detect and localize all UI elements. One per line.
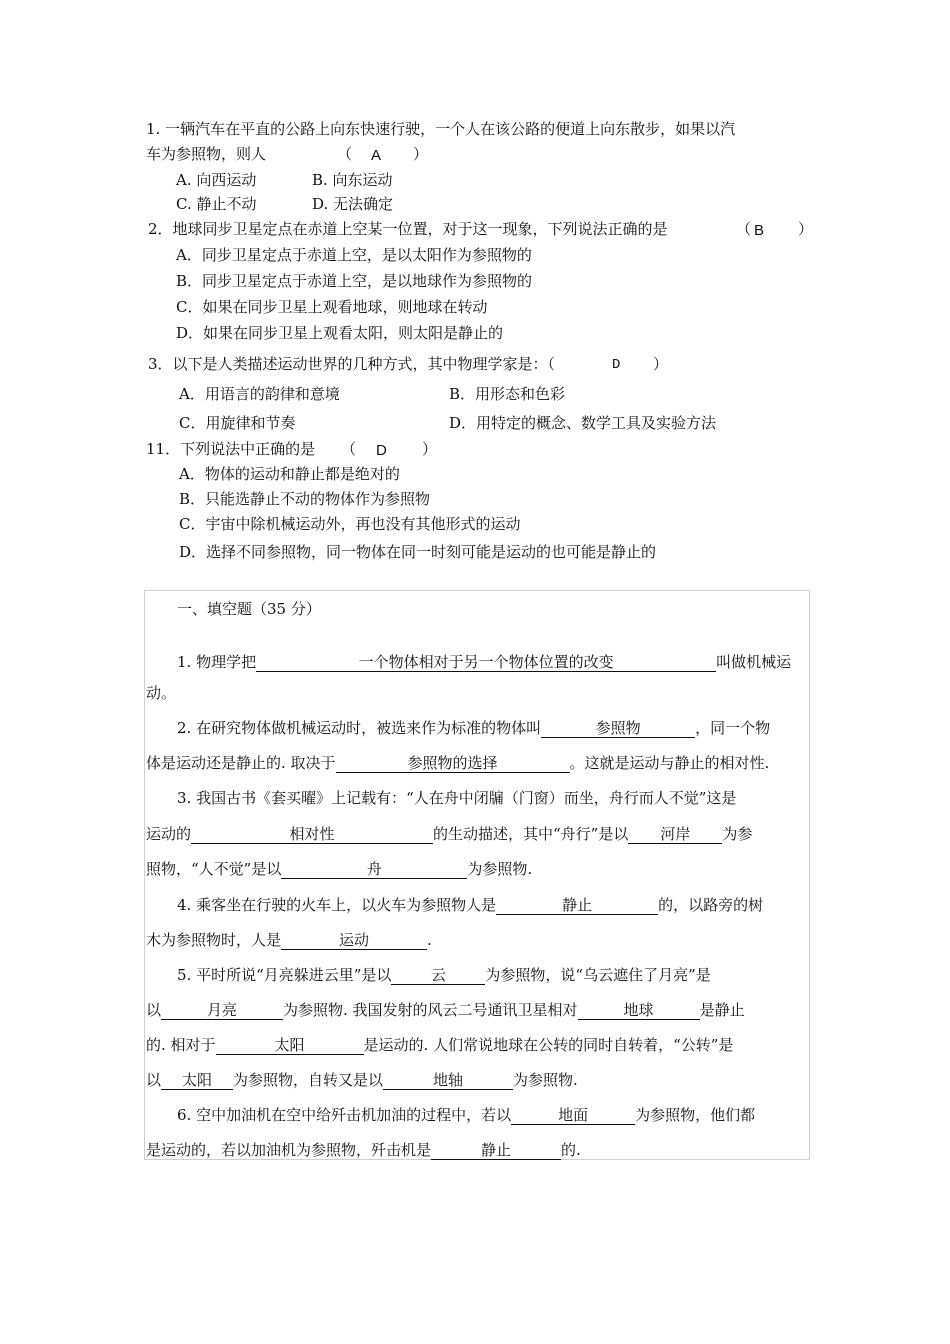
q2-answer: B — [754, 222, 765, 239]
q1-line2 — [146, 147, 266, 162]
fill-4-post: 的，以路旁的树 — [658, 896, 764, 914]
q1-line2-text: 车为参照物，则人 — [146, 145, 267, 163]
q2-option-c: C．如果在同步卫星上观看地球，则地球在转动 — [176, 298, 488, 316]
fill-item-3-line1: 3. 我国古书《套买曜》上记载有：“人在舟中闭牖（门窗）而坐，舟行而人不觉”这是 — [177, 789, 737, 807]
fill-5-blank4: 太阳 — [216, 1037, 364, 1055]
fill-5-blank1: 云 — [391, 967, 485, 985]
fill-5-blank5: 太阳 — [161, 1072, 233, 1090]
fill-3-line2-post: 为参 — [722, 825, 753, 843]
fill-5-line4-mid: 为参照物，自转又是以 — [233, 1071, 384, 1089]
fill-2-blank2: 参照物的选择 — [336, 755, 570, 773]
fill-1-blank: 一个物体相对于另一个物体位置的改变 — [256, 654, 716, 672]
fill-5-pre: 5. 平时所说“月亮躲进云里”是以 — [177, 966, 392, 984]
q3-option-d: D．用特定的概念、数学工具及实验方法 — [449, 414, 717, 432]
fill-6-line2-post: 的. — [561, 1141, 581, 1159]
q11-answer-open: （ — [341, 440, 357, 458]
fill-1-post: 叫做机械运 — [716, 653, 792, 671]
q3-stem: 3．以下是人类描述运动世界的几种方式，其中物理学家是：（ — [148, 355, 556, 373]
fill-3-line3-pre: 照物，“人不觉”是以 — [146, 860, 282, 878]
q3-answer-close: ） — [653, 355, 669, 373]
q1-line1: 1. 一辆汽车在平直的公路上向东快速行驶，一个人在该公路的便道上向东散步，如果以汽 — [146, 120, 736, 138]
q1-answer: A — [371, 147, 382, 164]
fill-3-line2-pre: 运动的 — [146, 825, 192, 843]
fill-3-blank2: 河岸 — [628, 826, 722, 844]
q1-option-b: B. 向东运动 — [312, 171, 393, 189]
fill-2-line2-pre: 体是运动还是静止的. 取决于 — [146, 754, 336, 772]
fill-5-line3-post: 是运动的. 人们常说地球在公转的同时自转着，“公转”是 — [363, 1036, 734, 1054]
q3-option-a: A．用语言的韵律和意境 — [179, 385, 340, 403]
fill-item-6-line2 — [146, 1142, 581, 1160]
fill-item-5-line4 — [146, 1072, 578, 1090]
fill-item-3-line2 — [146, 826, 752, 844]
fill-4-blank2: 运动 — [281, 932, 427, 950]
q11-option-a: A．物体的运动和静止都是绝对的 — [179, 465, 400, 483]
fill-item-2-line1 — [177, 720, 770, 738]
fill-5-line4-post: 为参照物. — [513, 1071, 578, 1089]
q11-stem: 11．下列说法中正确的是 — [146, 440, 316, 458]
fill-5-line2-post: 是静止 — [699, 1001, 745, 1019]
fill-item-6-line1 — [177, 1107, 755, 1125]
q1-option-c: C. 静止不动 — [176, 195, 257, 213]
fill-item-1-line2: 动。 — [146, 684, 177, 702]
fill-2-line2-post: 。这就是运动与静止的相对性. — [569, 754, 770, 772]
fill-5-line3-pre: 的. 相对于 — [146, 1036, 216, 1054]
fill-5-line2-mid: 为参照物. 我国发射的风云二号通讯卫星相对 — [283, 1001, 578, 1019]
q11-answer-close: ） — [422, 440, 438, 458]
fill-4-line2-post: . — [427, 931, 432, 949]
fill-item-5-line2 — [146, 1002, 745, 1020]
fill-4-line2-pre: 木为参照物时，人是 — [146, 931, 282, 949]
fill-6-post: 为参照物，他们都 — [635, 1106, 756, 1124]
fill-item-5-line3 — [146, 1037, 733, 1055]
q2-answer-open: （ — [736, 220, 752, 238]
q2-option-a: A．同步卫星定点于赤道上空，是以太阳作为参照物的 — [176, 246, 532, 264]
fill-5-blank2: 月亮 — [161, 1002, 283, 1020]
q1-option-a: A. 向西运动 — [176, 171, 257, 189]
fill-5-blank3: 地球 — [578, 1002, 700, 1020]
fill-section-title: 一、填空题（35 分） — [177, 600, 321, 618]
q2-answer-close: ） — [798, 220, 814, 238]
q11-option-b: B．只能选静止不动的物体作为参照物 — [179, 490, 431, 508]
fill-3-blank1: 相对性 — [191, 826, 433, 844]
q11-option-c: C．宇宙中除机械运动外，再也没有其他形式的运动 — [179, 515, 521, 533]
q11-answer: D — [376, 442, 387, 459]
q1-answer-open: （ — [337, 145, 353, 163]
fill-5-blank6: 地轴 — [383, 1072, 513, 1090]
q2-stem: 2．地球同步卫星定点在赤道上空某一位置，对于这一现象，下列说法正确的是 — [148, 220, 668, 238]
fill-2-mid: ，同一个物 — [695, 719, 771, 737]
fill-4-pre: 4. 乘客坐在行驶的火车上，以火车为参照物人是 — [177, 896, 497, 914]
fill-3-line3-post: 为参照物. — [467, 860, 533, 878]
fill-item-4-line2 — [146, 932, 432, 950]
q1-answer-close: ） — [413, 145, 429, 163]
fill-1-pre: 1. 物理学把 — [177, 653, 257, 671]
fill-6-blank2: 静止 — [431, 1142, 561, 1160]
fill-5-post: 为参照物，说“乌云遮住了月亮”是 — [485, 966, 711, 984]
fill-6-pre: 6. 空中加油机在空中给歼击机加油的过程中，若以 — [177, 1106, 512, 1124]
fill-5-line2-pre: 以 — [146, 1001, 162, 1019]
fill-6-blank1: 地面 — [511, 1107, 635, 1125]
q3-answer: D — [612, 357, 621, 373]
q2-option-b: B．同步卫星定点于赤道上空，是以地球作为参照物的 — [176, 272, 533, 290]
fill-item-3-line3 — [146, 861, 532, 879]
q1-option-d: D. 无法确定 — [312, 195, 394, 213]
fill-2-blank1: 参照物 — [541, 720, 695, 738]
fill-4-blank1: 静止 — [496, 897, 658, 915]
q11-option-d: D．选择不同参照物，同一物体在同一时刻可能是运动的也可能是静止的 — [179, 543, 657, 561]
fill-3-line2-mid: 的生动描述，其中“舟行”是以 — [433, 825, 629, 843]
fill-item-5-line1 — [177, 967, 711, 985]
fill-6-line2-pre: 是运动的，若以加油机为参照物，歼击机是 — [146, 1141, 432, 1159]
fill-2-pre: 2. 在研究物体做机械运动时，被选来作为标准的物体叫 — [177, 719, 542, 737]
fill-5-line4-pre: 以 — [146, 1071, 162, 1089]
fill-item-2-line2 — [146, 755, 769, 773]
fill-item-1-line1 — [177, 654, 791, 672]
q3-option-b: B．用形态和色彩 — [449, 385, 566, 403]
q2-option-d: D．如果在同步卫星上观看太阳，则太阳是静止的 — [176, 324, 504, 342]
q3-option-c: C．用旋律和节奏 — [179, 414, 296, 432]
fill-item-4-line1 — [177, 897, 763, 915]
fill-3-blank3: 舟 — [281, 861, 467, 879]
